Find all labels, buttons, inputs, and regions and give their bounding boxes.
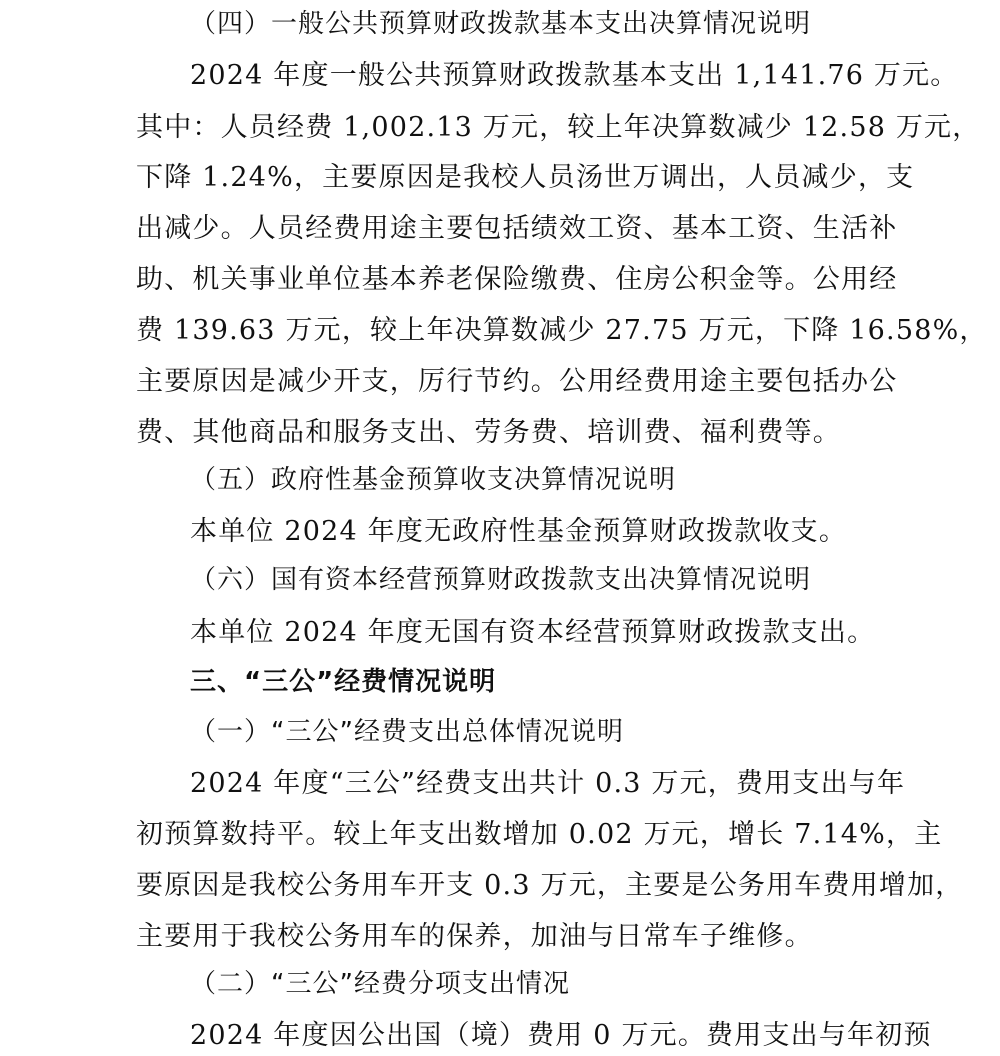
paragraph-line: 下降 1.24%，主要原因是我校人员汤世万调出，人员减少，支 bbox=[136, 162, 915, 193]
section-heading-5: （五）政府性基金预算收支决算情况说明 bbox=[190, 465, 677, 495]
paragraph-line: 本单位 2024 年度无国有资本经营预算财政拨款支出。 bbox=[190, 617, 876, 648]
section-heading-3-2: （二）“三公”经费分项支出情况 bbox=[190, 969, 570, 999]
section-heading-3-1: （一）“三公”经费支出总体情况说明 bbox=[190, 717, 624, 747]
paragraph-line: 本单位 2024 年度无政府性基金预算财政拨款收支。 bbox=[190, 516, 848, 547]
section-heading-6: （六）国有资本经营预算财政拨款支出决算情况说明 bbox=[190, 565, 812, 595]
paragraph-line: 要原因是我校公务用车开支 0.3 万元，主要是公务用车费用增加， bbox=[136, 870, 964, 901]
paragraph-line: 2024 年度一般公共预算财政拨款基本支出 1,141.76 万元。 bbox=[190, 60, 959, 91]
paragraph-line: 2024 年度因公出国（境）费用 0 万元。费用支出与年初预 bbox=[190, 1020, 932, 1051]
chapter-heading-3: 三、“三公”经费情况说明 bbox=[190, 667, 497, 697]
paragraph-line: 助、机关事业单位基本养老保险缴费、住房公积金等。公用经 bbox=[136, 264, 898, 295]
section-heading-4: （四）一般公共预算财政拨款基本支出决算情况说明 bbox=[190, 9, 812, 39]
paragraph-line: 初预算数持平。较上年支出数增加 0.02 万元，增长 7.14%，主 bbox=[136, 819, 943, 850]
paragraph-line: 费、其他商品和服务支出、劳务费、培训费、福利费等。 bbox=[136, 417, 841, 448]
paragraph-line: 主要原因是减少开支，厉行节约。公用经费用途主要包括办公 bbox=[136, 366, 898, 397]
paragraph-line: 主要用于我校公务用车的保养，加油与日常车子维修。 bbox=[136, 921, 813, 952]
paragraph-line: 出减少。人员经费用途主要包括绩效工资、基本工资、生活补 bbox=[136, 213, 898, 244]
paragraph-line: 其中：人员经费 1,002.13 万元，较上年决算数减少 12.58 万元， bbox=[136, 112, 981, 143]
paragraph-line: 费 139.63 万元，较上年决算数减少 27.75 万元，下降 16.58%， bbox=[136, 315, 988, 346]
paragraph-line: 2024 年度“三公”经费支出共计 0.3 万元，费用支出与年 bbox=[190, 768, 906, 799]
